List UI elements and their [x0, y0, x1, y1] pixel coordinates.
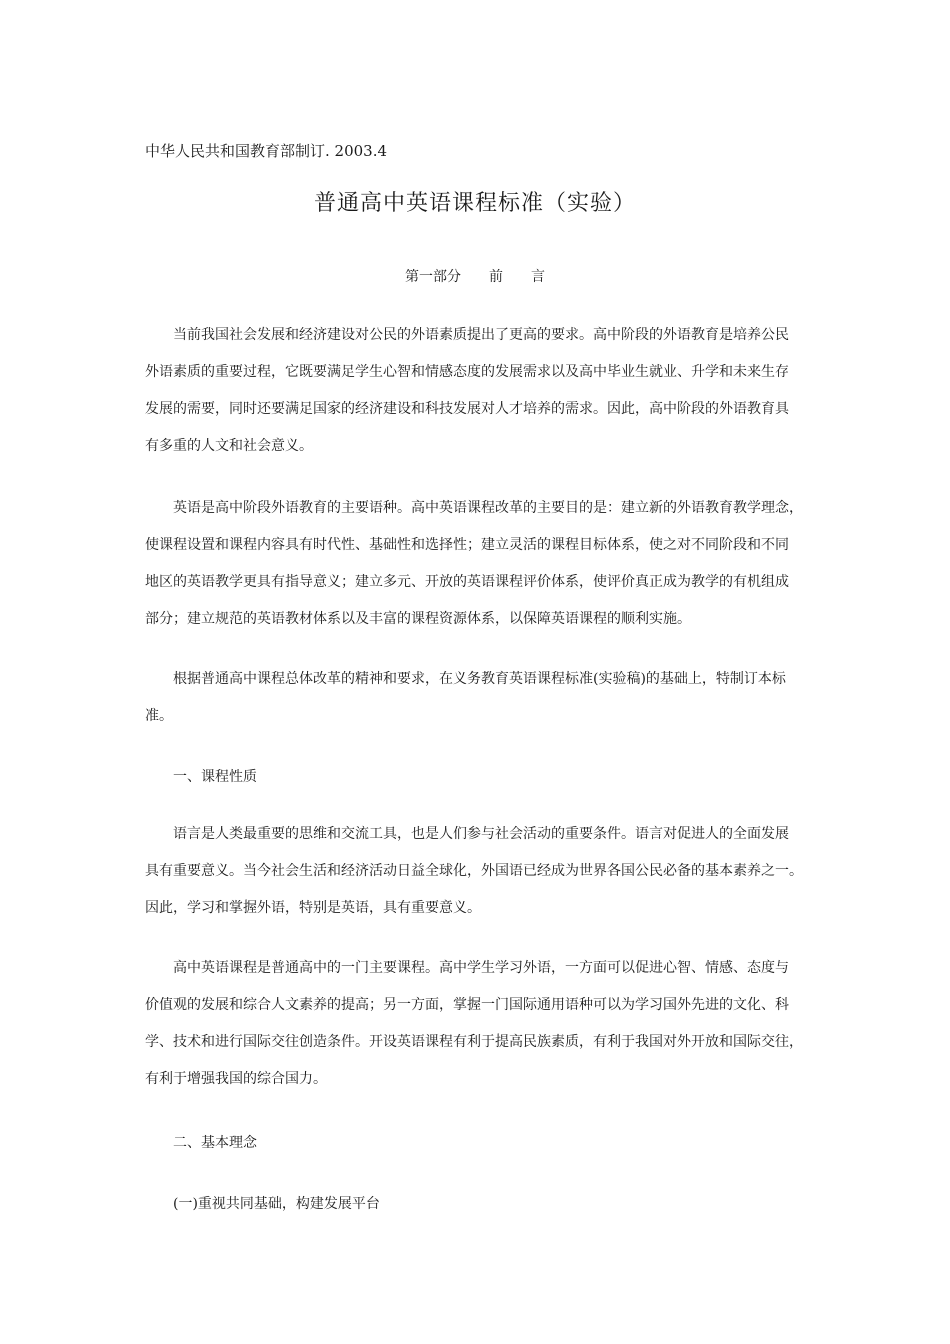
- paragraph-line: 语言是人类最重要的思维和交流工具，也是人们参与社会活动的重要条件。语言对促进人的全面发展: [173, 826, 789, 842]
- paragraph-line: 价值观的发展和综合人文素养的提高；另一方面，掌握一门国际通用语种可以为学习国外先进的文化、科: [145, 997, 789, 1013]
- paragraph-line: 因此，学习和掌握外语，特别是英语，具有重要意义。: [145, 900, 481, 916]
- paragraph-line: 使课程设置和课程内容具有时代性、基础性和选择性；建立灵活的课程目标体系，使之对不同阶段和不同: [145, 537, 789, 553]
- paragraph-line: 学、技术和进行国际交往创造条件。开设英语课程有利于提高民族素质，有利于我国对外开放和国际交往，: [145, 1034, 803, 1050]
- paragraph-line: 发展的需要，同时还要满足国家的经济建设和科技发展对人才培养的需求。因此，高中阶段的外语教育具: [145, 401, 789, 417]
- paragraph-basis: [145, 661, 805, 735]
- paragraph-line: 有利于增强我国的综合国力。: [145, 1071, 327, 1087]
- paragraph-line: 外语素质的重要过程，它既要满足学生心智和情感态度的发展需求以及高中毕业生就业、升学和未来生存: [145, 364, 789, 380]
- issuer-date-line: 中华人民共和国教育部制订. 2003.4: [145, 142, 388, 160]
- paragraph-line: 准。: [145, 708, 173, 724]
- paragraph-english-course: [145, 950, 805, 1098]
- paragraph-intro: [145, 317, 805, 465]
- paragraph-line: 有多重的人文和社会意义。: [145, 438, 313, 454]
- paragraph-line: 地区的英语教学更具有指导意义；建立多元、开放的英语课程评价体系，使评价真正成为教学的有机组成: [145, 574, 789, 590]
- paragraph-line: 英语是高中阶段外语教育的主要语种。高中英语课程改革的主要目的是：建立新的外语教育教学理念，: [173, 500, 803, 516]
- part-heading: 第一部分 前 言: [405, 269, 545, 285]
- paragraph-line: 根据普通高中课程总体改革的精神和要求，在义务教育英语课程标准(实验稿)的基础上，特制订本标: [173, 671, 786, 687]
- paragraph-line: 部分；建立规范的英语教材体系以及丰富的课程资源体系，以保障英语课程的顺利实施。: [145, 611, 691, 627]
- section-heading-course-nature: 一、课程性质: [173, 769, 257, 785]
- paragraph-reform-goals: [145, 490, 805, 638]
- paragraph-line: 高中英语课程是普通高中的一门主要课程。高中学生学习外语，一方面可以促进心智、情感、态度与: [173, 960, 789, 976]
- paragraph-line: 当前我国社会发展和经济建设对公民的外语素质提出了更高的要求。高中阶段的外语教育是培养公民: [173, 327, 789, 343]
- document-title: 普通高中英语课程标准（实验）: [313, 191, 636, 216]
- paragraph-line: 具有重要意义。当今社会生活和经济活动日益全球化，外国语已经成为世界各国公民必备的基本素养之一。: [145, 863, 803, 879]
- subsection-heading-common-foundation: (一)重视共同基础，构建发展平台: [173, 1196, 380, 1212]
- section-heading-basic-concepts: 二、基本理念: [173, 1135, 257, 1151]
- paragraph-language-importance: [145, 816, 805, 927]
